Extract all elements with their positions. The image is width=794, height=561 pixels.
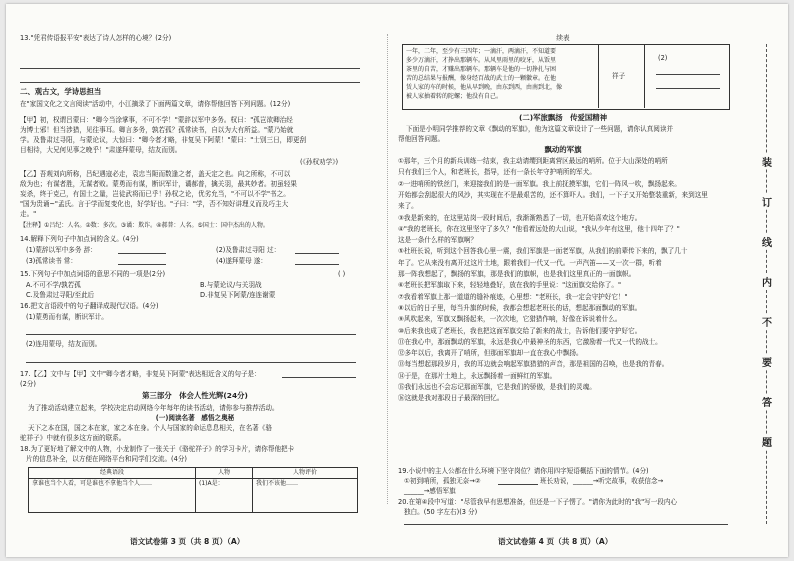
binding-char: 订: [756, 194, 778, 209]
article-paragraph-line: ③我是新来的，在这里站岗一段时间后，我渐渐熟悉了一切，也开始喜欢这个地方。: [398, 213, 642, 222]
table-header: 人物: [196, 468, 253, 479]
answer-line: [20, 68, 360, 69]
binding-char: 答: [756, 394, 778, 409]
q14-item: (1)蒙辞以军中多务 辞：: [26, 246, 97, 254]
table-text: 多少万滴汗，才挣出那辆车。从风里雨里的咬牙，从饭里: [406, 57, 557, 64]
article-paragraph-line: ②一进哨所的铁丝门，来迎接我们的是一面军旗。我上前抚摸军旗，它们一阵风一吹，飘扬起来。: [398, 179, 681, 188]
answer-line[interactable]: [656, 88, 720, 89]
section-er-heading: (二)军旅飘扬 传爱国精神: [518, 113, 608, 122]
passage-yi-line: "国为贵诵~"孟氏。言于学而复变化也，好学好也。"子曰："学，否不知好讲理义而及巧主大: [20, 200, 289, 208]
question-14: 14.解释下列句子中加点词的含义。(4分): [20, 235, 139, 243]
article-paragraph-line: ⑦我看着军旗上那一道道的缝补痕迹，心里想："老班长，我一定会守护好它！": [398, 292, 628, 301]
q14-item: (2)及鲁肃过寻阳 过：: [216, 246, 281, 254]
table-cell: 拿谁也当个人看，可是谁也不拿他当个人……: [29, 478, 196, 512]
q19-flow: 班长劝说，______→听完故事，收获信念→: [540, 477, 664, 485]
answer-blank[interactable]: [282, 377, 356, 378]
q19-flow: ①初到哨所，孤独无奈→②: [404, 477, 481, 485]
binding-char: 装: [756, 154, 778, 169]
section-er-intro: 帮他回答问题。: [398, 135, 445, 143]
table-text: 茶里的自苦，才赚出那辆车。那辆车是他的一切挣扎与困: [406, 66, 557, 73]
page-footer: 语文试卷第 3 页（共 8 页）（A）: [130, 537, 245, 546]
page-footer: 语文试卷第 4 页（共 8 页）（A）: [498, 537, 613, 546]
table-cell[interactable]: (1)A是：: [196, 478, 253, 512]
article-paragraph-line: 这是一条什么样的军旗啊？: [398, 236, 478, 245]
answer-blank[interactable]: [295, 264, 339, 265]
answer-line[interactable]: [656, 74, 720, 75]
question-16: 16.把文言语段中的句子翻译成现代汉语。(4分): [20, 302, 159, 310]
answer-blank[interactable]: [295, 253, 339, 254]
left-page: [20, 4, 378, 557]
table-header: 经典语段: [29, 468, 196, 479]
q14-item: (3)孤常读书 常：: [26, 257, 77, 265]
article-paragraph-line: ①那年，三个月的新兵训练一结束，我主动请缨到距离营区最远的哨所。位于大山深处的哨所: [398, 157, 668, 165]
article-title: 飘动的军旗: [544, 145, 582, 154]
article-paragraph-line: ⑤杜班长说，听到这个回答我心里一震，我们军旗是一面老军旗，从我们的前辈传下来的，飘了几十: [398, 247, 688, 256]
answer-line[interactable]: [404, 524, 728, 525]
binding-char: 线: [756, 234, 778, 249]
continued-table-label: 续表: [556, 34, 570, 42]
question-17: 17.【乙】文中与【甲】文中"卿今者才略，非复吴下阿蒙"表达相近含义的句子是：: [20, 370, 261, 378]
article-paragraph-line: 来了。: [398, 202, 418, 211]
article-paragraph-line: ⑥老班长把军旗取下来，轻轻地叠好，放在我的手里说："这面旗交给你了。": [398, 281, 621, 290]
article-paragraph-line: 那一阵我想起了，飘扬的军旗，那是我们的旗帜，也是我们这里真正的一面旗帜。: [398, 270, 636, 278]
article-paragraph-line: ⑮我们永远也不会忘记那面军旗，它是我们的骄傲，是我们的灵魂。: [398, 383, 596, 391]
answer-blank[interactable]: [118, 264, 166, 265]
article-paragraph-line: ④"我的老班长，你在这里坚守了多久？"他看着远处的大山说，"我从少年有这里，他十四年了？": [398, 224, 680, 233]
q16-sentence-1: (1)蒙勇而有谋，断识军计。: [26, 313, 108, 321]
q14-item: (4)遂拜蒙母 遂：: [216, 257, 267, 265]
table-text: 赁人家的车的时候，他从早到晚，由东到西，由南到北，像: [406, 84, 563, 91]
part-three-intro: 天下之本在国，国之本在家，家之本在身。个人与国家的命运息息相关，在名著《骆: [28, 424, 272, 432]
article-paragraph-line: 年了。它从来没有离开过这片土地，跟着我们一代又一代。一声汽笛——又一次一群，听着: [398, 258, 662, 267]
passage-yi-line: 走。": [20, 210, 37, 218]
article-paragraph-line: ⑪在我心中，那面飘动的军旗，永远是我心中最神圣的东西，它激励着一代又一代的战士。: [398, 337, 662, 346]
part-three-intro: 为了推动活动建立起来，学校决定启动网络今年每年的读书活动，请你参与推荐活动。: [28, 404, 279, 412]
page-divider: [387, 34, 388, 504]
article-paragraph-line: 只有我们三个人，和老班长，指导，还有一条长年守护哨所的军犬。: [398, 168, 596, 177]
passage-yi-line: 妄杀，终于克己，有国士之量，岂徒武将而已乎！孙权之论，优劣允当，"不可以不学"书之。: [20, 190, 290, 198]
q15-option-d: D.非复吴下阿蒙/连连谢蒙: [200, 291, 276, 299]
table-divider: [644, 44, 645, 108]
q16-sentence-2: (2)连用蒙母，结友而别。: [26, 340, 102, 348]
question-13: 13."凭君传语报平安"表达了诗人怎样的心境？(2分): [20, 34, 172, 42]
table-text: 被人家抽着转的陀螺；他没有自己。: [406, 93, 503, 100]
passage-notes: 【注释】①吕纪：人名。②数：多次。③谲：欺诈。④郝普：人名。⑤国士：国中杰出的人物。: [20, 222, 269, 229]
question-17-points: (2分): [20, 380, 36, 388]
question-18: 18.为了更好地了解文中的人物，小龙制作了一张关于《骆驼祥子》的学习卡片，请你帮他把卡: [20, 445, 295, 453]
article-paragraph-line: ⑭于是，在那片土地上，永远飘扬着一面鲜红的军旗。: [398, 371, 557, 380]
question-15: 15.下列句子中加点词语的意思不同的一项是(2分): [20, 270, 166, 278]
passage-jia-line: 为博士邪！但当涉猎，见往事耳。卿言多务，孰若孤？孤常读书，自以为大有所益。"蒙乃始就: [20, 126, 294, 134]
question-19: 19.小说中的主人公都在什么环境下坚守岗位？请你用四字短语概括下面的情节。(4分): [398, 467, 649, 475]
section-two-intro: 在"家国文化之文言阅读"活动中，小江摘录了下面两篇文章，请你帮他回答下列问题。(12分): [20, 100, 291, 108]
table-answer-slot[interactable]: (2): [658, 54, 668, 62]
q15-option-b: B.与蒙论议/与关羽战: [200, 281, 262, 289]
passage-jia-line: 【甲】初，权谓吕蒙曰："卿今当涂掌事，不可不学！"蒙辞以军中多务。权曰："孤岂欲卿治经: [20, 116, 293, 124]
q15-answer-paren[interactable]: ( ): [338, 270, 346, 278]
binding-char: 题: [756, 434, 778, 449]
q19-flow: ______→感悟军旗: [404, 487, 456, 495]
sub-heading-reading: (一)阅读名著 感悟之奥秘: [155, 414, 235, 422]
q15-option-a: A.不可不学/孰若孤: [26, 281, 81, 289]
article-paragraph-line: ⑧以后的日子里，每当升旗的时候，我都会想起老班长的话，想起那面飘动的军旗。: [398, 303, 642, 312]
question-18: 片的信息补全，以方便在网络平台和同学们交流。(4分): [26, 455, 187, 463]
right-page: [398, 4, 738, 557]
binding-char: 要: [756, 354, 778, 369]
article-paragraph-line: ⑨风吹起来，军旗又飘扬起来，一次次地，它猎猎作响，好像在诉说着什么。: [398, 315, 622, 324]
passage-yi-line: 敌为也；有谋者胜，无谋者败。蒙勇而有谋，断识军计，谲郝普，擒关羽，最其妙者。初虽轻果: [20, 180, 297, 188]
article-paragraph-line: ⑩后来我也成了老班长，我也把这面军旗交给了新来的战士，告诉他们要守护好它。: [398, 326, 642, 335]
table-character: 祥子: [612, 72, 626, 80]
passage-yi-line: 【乙】吾观刘向所称，吕纪遇寇必走，袁忠当阨而数逢之者，盖天定之也。向之所称，不可以: [20, 170, 291, 178]
article-paragraph-line: 开始都会刮起很大的风沙，其实现在不是最艰苦的，还不算吓人。我们，一下子又开始整装重新，来到这里: [398, 190, 708, 199]
table-cell: 我们不该他……: [253, 478, 358, 512]
part-three-intro: 驼祥子》中就有很多这方面的联系。: [20, 434, 126, 442]
article-paragraph-line: ⑬每当想起那段岁月，我的耳边就会响起军旗猎猎的声音，那是祖国的召唤，也是我的青春。: [398, 360, 669, 369]
binding-char: 不: [756, 314, 778, 329]
question-20: 独白。(50 字左右)(3 分): [404, 508, 478, 516]
exam-sheet: [6, 4, 788, 557]
study-card-table: [28, 467, 358, 513]
passage-jia-line: 学。及鲁肃过寻阳，与蒙论议，大惊曰："卿今者才略，非复吴下阿蒙！"蒙曰："士别三日，即更刮: [20, 136, 307, 144]
part-three-heading: 第三部分 体会人性光辉(24分): [142, 391, 248, 400]
answer-line: [20, 82, 360, 83]
section-two-heading: 二、观古文，学诗思担当: [20, 87, 102, 96]
answer-blank[interactable]: [118, 253, 166, 254]
answer-line[interactable]: [26, 334, 356, 335]
article-paragraph-line: ⑫多年以后，我离开了哨所，但那面军旗却一直在我心中飘扬。: [398, 349, 583, 358]
answer-blank[interactable]: [498, 484, 538, 485]
article-paragraph-line: ⑯这就是我对那段日子最深的回忆。: [398, 394, 504, 403]
q15-option-c: C.及鲁肃过寻阳/至此后: [26, 291, 95, 299]
passage-jia-line: 目相待，大兄何见事之晚乎！"肃遂拜蒙母，结友而别。: [20, 146, 182, 154]
table-text: 一年，二年，至少有三四年；一滴汗，两滴汗，不知道要: [406, 48, 557, 55]
binding-strip: [750, 4, 784, 557]
table-divider: [598, 44, 599, 108]
binding-char: 内: [756, 274, 778, 289]
passage-jia-source: (《孙权劝学》): [300, 158, 339, 166]
answer-line[interactable]: [26, 362, 356, 363]
section-er-intro: 下面是小明同学推荐的文章《飘动的军旗》，他为这篇文章设计了一些问题，请你认真阅读并: [406, 125, 674, 133]
table-header: 人物评价: [253, 468, 358, 479]
table-text: 苦的总结果与报酬，像身经百战的武士的一颗徽章。在他: [406, 75, 557, 82]
question-20: 20.在第④段中写道："尽管我早有思想准备，但还是一下子愣了。"请你为此时的"我"写一段内心: [398, 498, 678, 506]
